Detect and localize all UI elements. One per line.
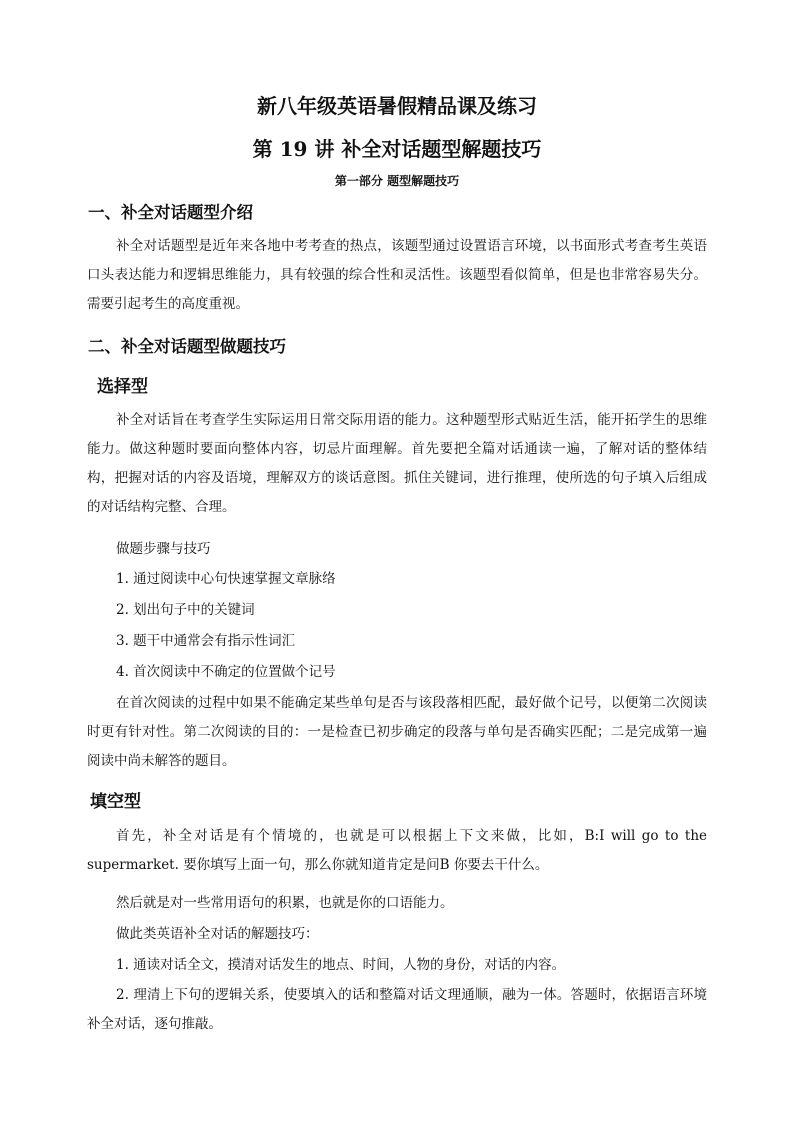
steps-title: 做题步骤与技巧 (116, 541, 211, 557)
fill-line-1: 然后就是对一些常用语句的积累，也就是你的口语能力。 (116, 895, 454, 911)
step-item-3: 3. 题干中通常会有指示性词汇 (116, 633, 296, 649)
section1-paragraph: 补全对话题型是近年来各地中考考查的热点，该题型通过设置语言环境，以书面形式考查考生英语口头表达能力和逻辑思维能力，具有较强的综合性和灵活性。该题型看似简单，但是也非常容易失分。需要引起考生的高度重视。 (87, 238, 707, 312)
step-item-1: 1. 通过阅读中心句快速掌握文章脉络 (116, 571, 336, 587)
choice-type-paragraph: 补全对话旨在考查学生实际运用日常交际用语的能力。这种题型形式贴近生活，能开拓学生的思维能力。做这种题时要面向整体内容，切忌片面理解。首先要把全篇对话通读一遍，了解对话的整体结构，把握对话的内容及语境，理解双方的谈话意图。抓住关键词，进行推理，使所选的句子填入后组成的对话结构完整、合理。 (87, 412, 707, 515)
step-item-4: 4. 首次阅读中不确定的位置做个记号 (116, 664, 336, 680)
fill-type-heading: 填空型 (90, 792, 141, 812)
fill-type-paragraph-2: 2. 理清上下句的逻辑关系，使要填入的话和整篇对话文理通顺，融为一体。答题时，依据语言环境补全对话，逐句推敲。 (87, 987, 707, 1032)
fill-type-paragraph-1: 首先，补全对话是有个情境的，也就是可以根据上下文来做，比如，B:I will go to the supermarket. 要你填写上面一句，那么你就知道肯定是问B 你要去干什么。 (87, 828, 707, 873)
step-item-2: 2. 划出句子中的关键词 (116, 602, 255, 618)
document-title: 新八年级英语暑假精品课及练习 (257, 94, 537, 118)
section1-heading: 一、补全对话题型介绍 (88, 203, 253, 222)
part-title: 第一部分 题型解题技巧 (334, 174, 460, 188)
choice-type-paragraph-2: 在首次阅读的过程中如果不能确定某些单句是否与该段落相匹配，最好做个记号，以便第二次阅读时更有针对性。第二次阅读的目的：一是检查已初步确定的段落与单句是否确实匹配；二是完成第一遍阅读中尚未解答的题目。 (87, 695, 707, 769)
fill-line-3: 1. 通读对话全文，摸清对话发生的地点、时间，人物的身份，对话的内容。 (116, 957, 566, 973)
choice-type-heading: 选择型 (97, 377, 148, 397)
fill-line-2: 做此类英语补全对话的解题技巧： (116, 926, 319, 942)
lesson-title: 第 19 讲 补全对话题型解题技巧 (252, 137, 542, 161)
section2-heading: 二、补全对话题型做题技巧 (88, 337, 286, 356)
